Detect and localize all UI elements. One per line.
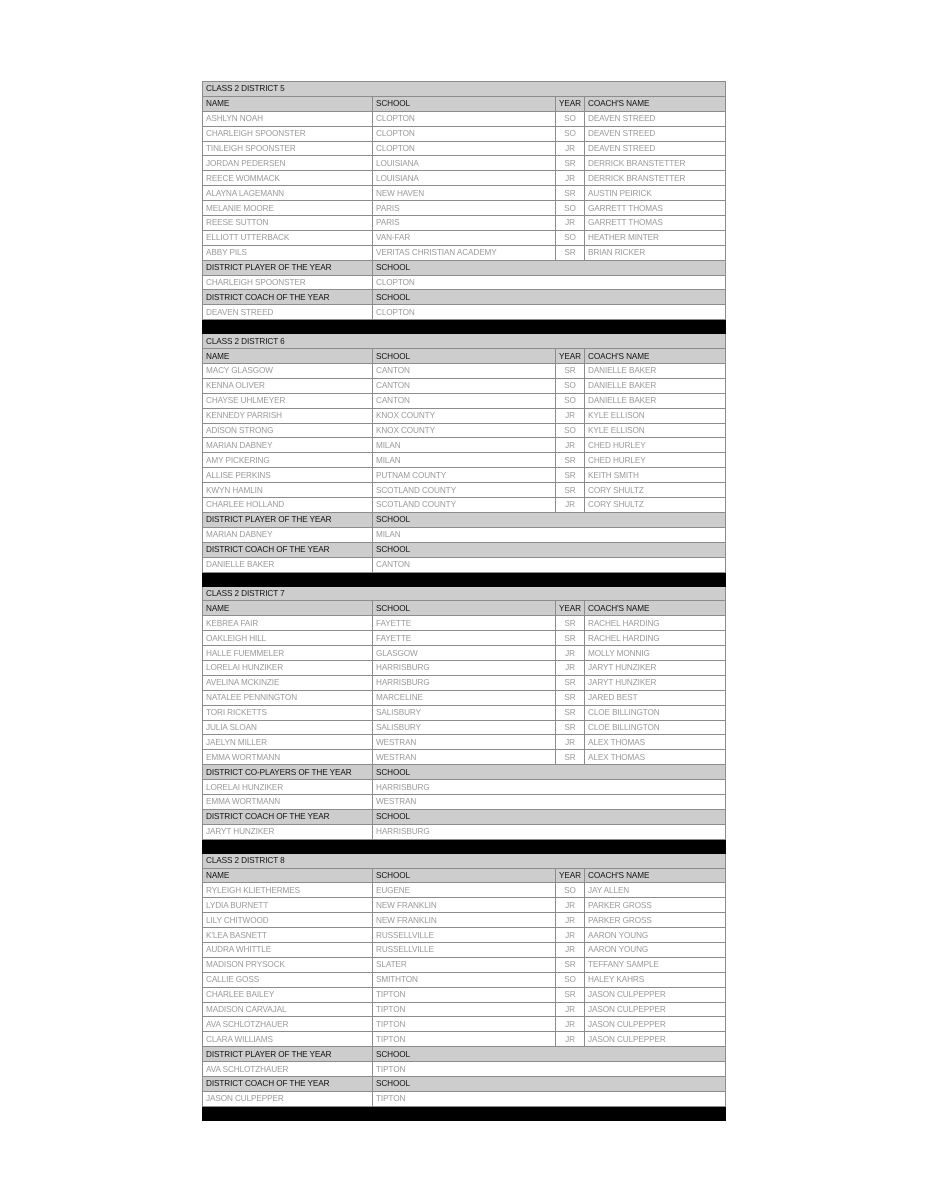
coach-of-year-school-label: SCHOOL [373,542,726,557]
player-school: TIPTON [373,987,556,1002]
player-year: JR [556,660,585,675]
player-coach: AARON YOUNG [585,942,726,957]
coach-of-year-label: DISTRICT COACH OF THE YEAR [203,290,373,305]
player-school: TIPTON [373,1002,556,1017]
player-year: JR [556,1017,585,1032]
player-coach: RACHEL HARDING [585,616,726,631]
header-name: NAME [203,868,373,883]
player-coach: HALEY KAHRS [585,972,726,987]
coach-of-year-row [203,305,726,320]
player-of-year-name: LORELAI HUNZIKER [203,780,373,795]
player-row [203,883,726,898]
player-coach: HEATHER MINTER [585,230,726,245]
player-year: JR [556,1002,585,1017]
player-coach: DERRICK BRANSTETTER [585,171,726,186]
player-year: SO [556,126,585,141]
player-row [203,171,726,186]
player-row [203,1032,726,1047]
player-of-year-row [203,780,726,795]
player-name: EMMA WORTMANN [203,750,373,765]
player-name: ELLIOTT UTTERBACK [203,230,373,245]
player-row [203,972,726,987]
player-school: CANTON [373,393,556,408]
player-year: SR [556,987,585,1002]
player-year: SR [556,631,585,646]
player-of-year-name: EMMA WORTMANN [203,794,373,809]
player-school: CANTON [373,364,556,379]
player-coach: DERRICK BRANSTETTER [585,156,726,171]
player-coach: DANIELLE BAKER [585,364,726,379]
player-school: EUGENE [373,883,556,898]
player-name: ALAYNA LAGEMANN [203,186,373,201]
player-school: GLASGOW [373,646,556,661]
player-row [203,230,726,245]
player-coach: GARRETT THOMAS [585,216,726,231]
header-coach: COACH'S NAME [585,96,726,111]
player-coach: CHED HURLEY [585,438,726,453]
player-name: AVA SCHLOTZHAUER [203,1017,373,1032]
district-title-row [203,82,726,97]
player-coach: AUSTIN PEIRICK [585,186,726,201]
player-name: AVELINA MCKINZIE [203,675,373,690]
coach-of-year-label: DISTRICT COACH OF THE YEAR [203,542,373,557]
player-year: SR [556,750,585,765]
coach-of-year-school: HARRISBURG [373,824,726,839]
district-title-row [203,853,726,868]
header-year: YEAR [556,601,585,616]
divider-bar [203,1106,726,1120]
district-title: CLASS 2 DISTRICT 7 [203,586,726,601]
player-name: CHARLEIGH SPOONSTER [203,126,373,141]
player-row [203,438,726,453]
player-school: WESTRAN [373,750,556,765]
player-year: SO [556,378,585,393]
section-divider [203,320,726,334]
header-year: YEAR [556,96,585,111]
player-school: FAYETTE [373,631,556,646]
player-row [203,1002,726,1017]
player-coach: JARED BEST [585,690,726,705]
coach-of-year-header-row [203,542,726,557]
player-year: SR [556,186,585,201]
coach-of-year-school: CANTON [373,557,726,572]
player-name: LILY CHITWOOD [203,913,373,928]
player-school: KNOX COUNTY [373,408,556,423]
player-of-year-school-label: SCHOOL [373,1047,726,1062]
player-name: KENNEDY PARRISH [203,408,373,423]
player-coach: DEAVEN STREED [585,126,726,141]
player-coach: JAY ALLEN [585,883,726,898]
player-of-year-label: DISTRICT PLAYER OF THE YEAR [203,1047,373,1062]
player-row [203,245,726,260]
coach-of-year-school: CLOPTON [373,305,726,320]
divider-bar [203,839,726,853]
player-school: MILAN [373,438,556,453]
player-name: CLARA WILLIAMS [203,1032,373,1047]
header-school: SCHOOL [373,349,556,364]
header-coach: COACH'S NAME [585,349,726,364]
player-name: CHARLEE HOLLAND [203,498,373,513]
player-name: KENNA OLIVER [203,378,373,393]
header-name: NAME [203,349,373,364]
player-coach: JASON CULPEPPER [585,1032,726,1047]
player-row [203,364,726,379]
player-of-year-school: CLOPTON [373,275,726,290]
player-school: CLOPTON [373,141,556,156]
player-of-year-school: WESTRAN [373,794,726,809]
player-row [203,646,726,661]
player-of-year-name: AVA SCHLOTZHAUER [203,1062,373,1077]
player-year: SR [556,364,585,379]
player-coach: DEAVEN STREED [585,111,726,126]
player-row [203,468,726,483]
player-row [203,111,726,126]
player-row [203,423,726,438]
player-of-year-label: DISTRICT PLAYER OF THE YEAR [203,512,373,527]
player-year: JR [556,1032,585,1047]
player-year: SR [556,616,585,631]
player-of-year-header-row [203,1047,726,1062]
player-name: OAKLEIGH HILL [203,631,373,646]
player-name: NATALEE PENNINGTON [203,690,373,705]
player-name: KEBREA FAIR [203,616,373,631]
player-of-year-school: TIPTON [373,1062,726,1077]
player-row [203,942,726,957]
player-of-year-label: DISTRICT CO-PLAYERS OF THE YEAR [203,765,373,780]
coach-of-year-header-row [203,1077,726,1092]
player-row [203,408,726,423]
divider-bar [203,320,726,334]
player-year: SR [556,957,585,972]
header-name: NAME [203,601,373,616]
player-coach: CLOE BILLINGTON [585,705,726,720]
player-school: SALISBURY [373,720,556,735]
player-row [203,126,726,141]
player-name: TINLEIGH SPOONSTER [203,141,373,156]
player-of-year-row [203,527,726,542]
section-divider [203,1106,726,1120]
player-school: HARRISBURG [373,675,556,690]
player-coach: DANIELLE BAKER [585,378,726,393]
player-year: JR [556,438,585,453]
divider-bar [203,572,726,586]
player-coach: JASON CULPEPPER [585,987,726,1002]
player-school: NEW HAVEN [373,186,556,201]
player-year: JR [556,171,585,186]
player-name: LYDIA BURNETT [203,898,373,913]
player-year: SR [556,720,585,735]
coach-of-year-row [203,1091,726,1106]
player-coach: PARKER GROSS [585,898,726,913]
player-school: PUTNAM COUNTY [373,468,556,483]
player-year: SO [556,423,585,438]
player-school: HARRISBURG [373,660,556,675]
player-school: SLATER [373,957,556,972]
district-title: CLASS 2 DISTRICT 8 [203,853,726,868]
player-name: MACY GLASGOW [203,364,373,379]
coach-of-year-name: JASON CULPEPPER [203,1091,373,1106]
player-of-year-row [203,275,726,290]
player-of-year-header-row [203,260,726,275]
coach-of-year-name: DEAVEN STREED [203,305,373,320]
player-school: VERITAS CHRISTIAN ACADEMY [373,245,556,260]
player-school: PARIS [373,201,556,216]
coach-of-year-school: TIPTON [373,1091,726,1106]
player-of-year-label: DISTRICT PLAYER OF THE YEAR [203,260,373,275]
player-of-year-name: MARIAN DABNEY [203,527,373,542]
player-coach: RACHEL HARDING [585,631,726,646]
player-row [203,631,726,646]
player-name: LORELAI HUNZIKER [203,660,373,675]
player-row [203,498,726,513]
player-name: KWYN HAMLIN [203,483,373,498]
player-name: CHARLEE BAILEY [203,987,373,1002]
player-row [203,675,726,690]
player-coach: JARYT HUNZIKER [585,660,726,675]
player-row [203,913,726,928]
player-name: RYLEIGH KLIETHERMES [203,883,373,898]
player-year: SR [556,690,585,705]
player-school: SCOTLAND COUNTY [373,483,556,498]
header-school: SCHOOL [373,868,556,883]
player-row [203,750,726,765]
column-header-row [203,601,726,616]
header-school: SCHOOL [373,601,556,616]
player-name: JAELYN MILLER [203,735,373,750]
section-divider [203,839,726,853]
section-divider [203,572,726,586]
player-coach: TEFFANY SAMPLE [585,957,726,972]
player-coach: CHED HURLEY [585,453,726,468]
player-year: SO [556,972,585,987]
player-coach: DEAVEN STREED [585,141,726,156]
player-row [203,186,726,201]
player-school: CLOPTON [373,126,556,141]
coach-of-year-name: DANIELLE BAKER [203,557,373,572]
player-school: LOUISIANA [373,171,556,186]
player-row [203,616,726,631]
player-school: PARIS [373,216,556,231]
player-row [203,898,726,913]
player-row [203,957,726,972]
player-coach: JASON CULPEPPER [585,1002,726,1017]
player-row [203,453,726,468]
player-of-year-school-label: SCHOOL [373,512,726,527]
player-of-year-name: CHARLEIGH SPOONSTER [203,275,373,290]
player-of-year-header-row [203,512,726,527]
player-of-year-school-label: SCHOOL [373,260,726,275]
player-name: ABBY PILS [203,245,373,260]
player-coach: BRIAN RICKER [585,245,726,260]
player-year: SR [556,483,585,498]
player-name: MARIAN DABNEY [203,438,373,453]
player-year: SO [556,393,585,408]
player-of-year-row [203,1062,726,1077]
player-name: JULIA SLOAN [203,720,373,735]
player-name: MADISON PRYSOCK [203,957,373,972]
table-body [203,82,726,1121]
player-school: SCOTLAND COUNTY [373,498,556,513]
player-year: SO [556,111,585,126]
player-name: MADISON CARVAJAL [203,1002,373,1017]
player-coach: KEITH SMITH [585,468,726,483]
player-name: REESE SUTTON [203,216,373,231]
player-name: ALLISE PERKINS [203,468,373,483]
player-coach: JARYT HUNZIKER [585,675,726,690]
player-name: JORDAN PEDERSEN [203,156,373,171]
header-coach: COACH'S NAME [585,601,726,616]
player-year: SO [556,201,585,216]
coach-of-year-header-row [203,290,726,305]
player-year: SO [556,230,585,245]
player-year: SR [556,675,585,690]
player-school: SMITHTON [373,972,556,987]
column-header-row [203,96,726,111]
player-row [203,735,726,750]
coach-of-year-row [203,557,726,572]
coach-of-year-label: DISTRICT COACH OF THE YEAR [203,809,373,824]
player-name: ASHLYN NOAH [203,111,373,126]
coach-of-year-school-label: SCHOOL [373,809,726,824]
player-coach: ALEX THOMAS [585,750,726,765]
district-title: CLASS 2 DISTRICT 6 [203,334,726,349]
player-of-year-header-row [203,765,726,780]
player-coach: CORY SHULTZ [585,483,726,498]
player-row [203,705,726,720]
player-coach: CLOE BILLINGTON [585,720,726,735]
player-of-year-row [203,794,726,809]
player-of-year-school: MILAN [373,527,726,542]
player-row [203,987,726,1002]
player-year: JR [556,942,585,957]
player-of-year-school-label: SCHOOL [373,765,726,780]
player-school: WESTRAN [373,735,556,750]
player-row [203,690,726,705]
player-school: LOUISIANA [373,156,556,171]
player-year: SR [556,245,585,260]
player-school: RUSSELLVILLE [373,928,556,943]
player-school: FAYETTE [373,616,556,631]
player-row [203,216,726,231]
player-coach: GARRETT THOMAS [585,201,726,216]
player-year: JR [556,141,585,156]
header-year: YEAR [556,349,585,364]
player-row [203,483,726,498]
player-name: HALLE FUEMMELER [203,646,373,661]
player-school: RUSSELLVILLE [373,942,556,957]
player-coach: KYLE ELLISON [585,408,726,423]
player-school: NEW FRANKLIN [373,913,556,928]
player-coach: MOLLY MONNIG [585,646,726,661]
player-row [203,393,726,408]
player-coach: DANIELLE BAKER [585,393,726,408]
coach-of-year-label: DISTRICT COACH OF THE YEAR [203,1077,373,1092]
header-year: YEAR [556,868,585,883]
player-name: TORI RICKETTS [203,705,373,720]
player-row [203,156,726,171]
player-name: REECE WOMMACK [203,171,373,186]
coach-of-year-school-label: SCHOOL [373,290,726,305]
player-coach: KYLE ELLISON [585,423,726,438]
player-school: NEW FRANKLIN [373,898,556,913]
player-name: K'LEA BASNETT [203,928,373,943]
player-school: VAN-FAR [373,230,556,245]
player-year: JR [556,735,585,750]
player-row [203,201,726,216]
header-school: SCHOOL [373,96,556,111]
player-year: SR [556,453,585,468]
player-year: SR [556,468,585,483]
coach-of-year-name: JARYT HUNZIKER [203,824,373,839]
player-row [203,928,726,943]
player-name: CHAYSE UHLMEYER [203,393,373,408]
player-coach: AARON YOUNG [585,928,726,943]
player-school: SALISBURY [373,705,556,720]
player-year: JR [556,646,585,661]
player-coach: CORY SHULTZ [585,498,726,513]
player-coach: ALEX THOMAS [585,735,726,750]
player-school: CANTON [373,378,556,393]
district-title-row [203,334,726,349]
player-year: JR [556,498,585,513]
player-school: KNOX COUNTY [373,423,556,438]
player-name: AMY PICKERING [203,453,373,468]
column-header-row [203,349,726,364]
player-row [203,720,726,735]
player-name: CALLIE GOSS [203,972,373,987]
player-row [203,378,726,393]
player-year: SO [556,883,585,898]
coach-of-year-header-row [203,809,726,824]
player-coach: JASON CULPEPPER [585,1017,726,1032]
player-name: MELANIE MOORE [203,201,373,216]
player-row [203,1017,726,1032]
player-school: CLOPTON [373,111,556,126]
player-year: JR [556,898,585,913]
header-coach: COACH'S NAME [585,868,726,883]
player-year: SR [556,705,585,720]
player-year: JR [556,216,585,231]
player-school: TIPTON [373,1017,556,1032]
player-year: JR [556,408,585,423]
coach-of-year-row [203,824,726,839]
player-year: SR [556,156,585,171]
coach-of-year-school-label: SCHOOL [373,1077,726,1092]
district-title-row [203,586,726,601]
player-coach: PARKER GROSS [585,913,726,928]
player-year: JR [556,913,585,928]
player-of-year-school: HARRISBURG [373,780,726,795]
player-school: TIPTON [373,1032,556,1047]
player-row [203,141,726,156]
all-district-sheet [202,81,725,1121]
district-title: CLASS 2 DISTRICT 5 [203,82,726,97]
player-name: AUDRA WHITTLE [203,942,373,957]
column-header-row [203,868,726,883]
header-name: NAME [203,96,373,111]
player-school: MILAN [373,453,556,468]
all-district-table [202,81,726,1121]
player-name: ADISON STRONG [203,423,373,438]
player-year: JR [556,928,585,943]
player-school: MARCELINE [373,690,556,705]
player-row [203,660,726,675]
